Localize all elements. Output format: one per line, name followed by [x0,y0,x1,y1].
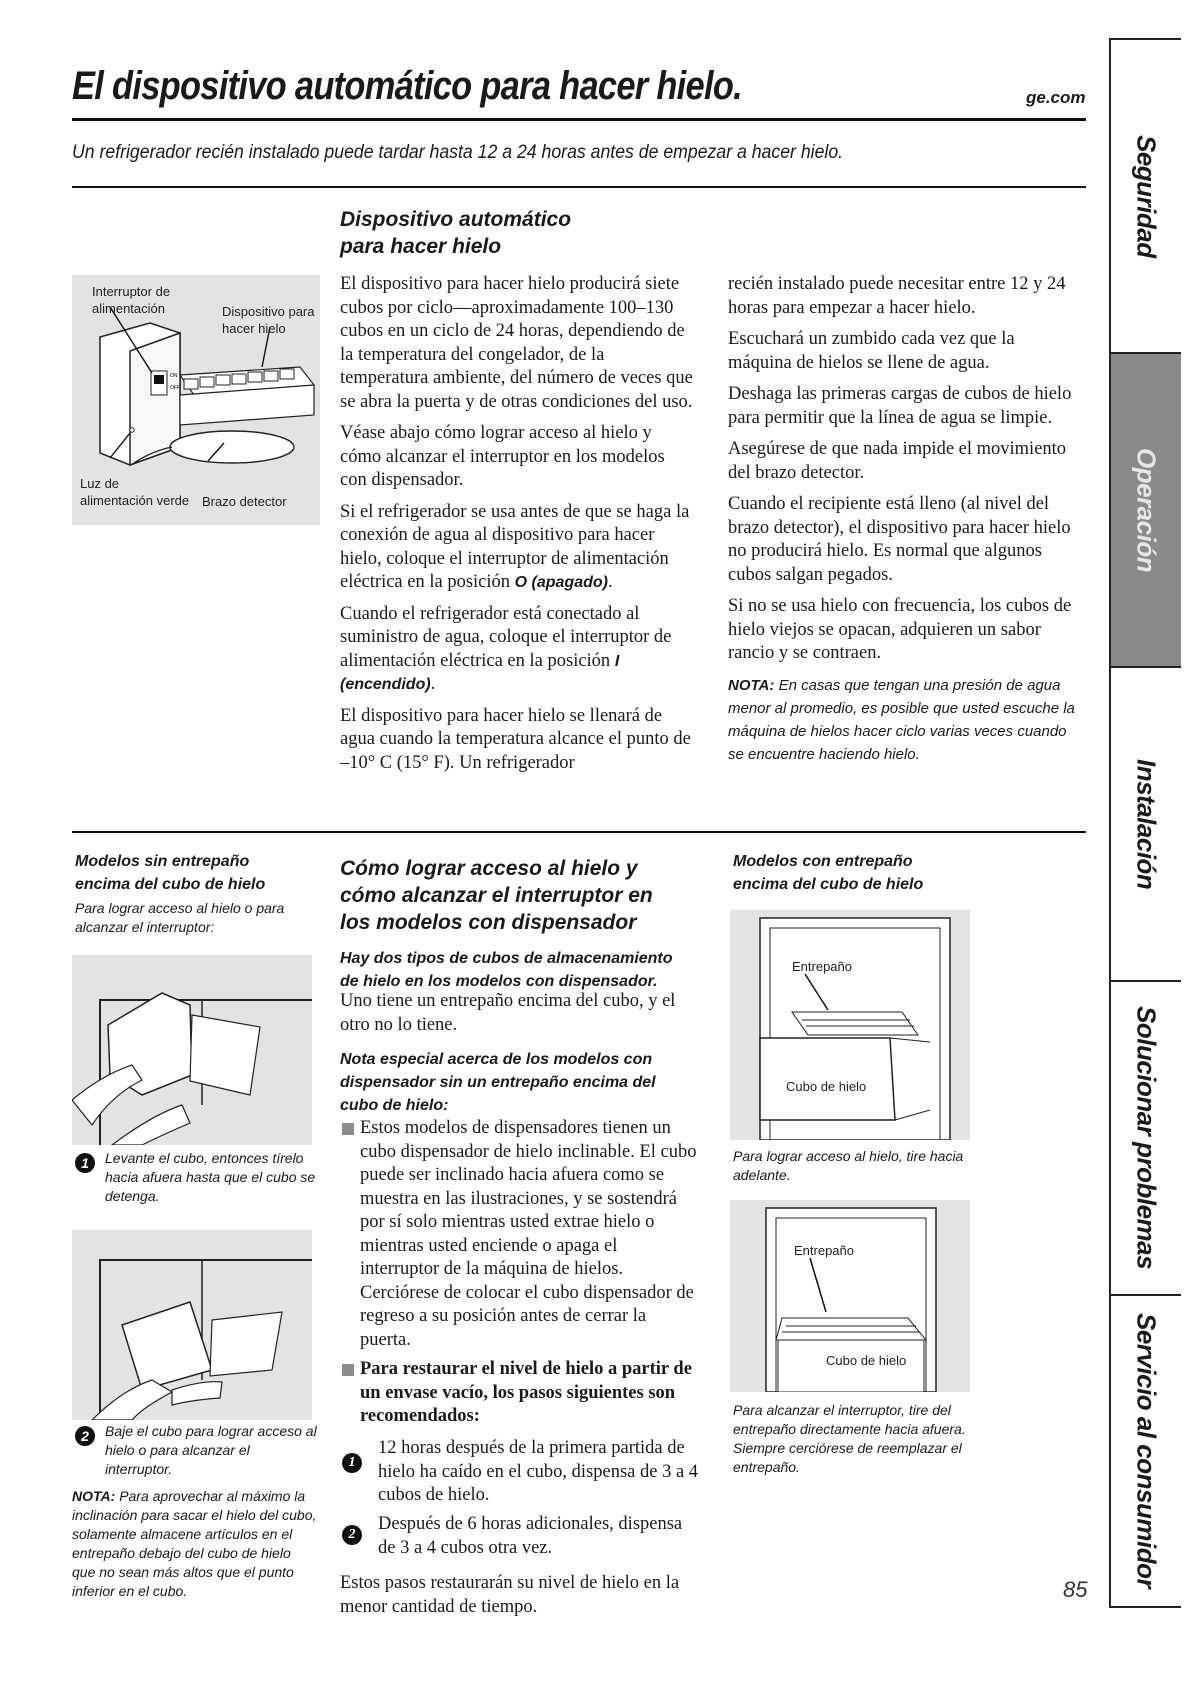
paragraph-bin-types: Uno tiene un entrepaño encima del cubo, y el otro no lo tiene. [340,991,676,1035]
tab-operacion[interactable]: Operación [1111,354,1181,668]
bullet-square [342,1123,354,1135]
bin-lift-figure [72,955,312,1145]
heading-models-with-shelf: Modelos con entrepaño encima del cubo de hielo [733,853,924,893]
label-shelf-1: Entrepaño [792,959,852,974]
side-tabs [1109,38,1181,1608]
page-subtitle: Un refrigerador recién instalado puede tardar hasta 12 a 24 horas antes de empezar a hacer hielo. [72,142,844,163]
left-step-1: 1 Levante el cubo, entonces tírelo hacia afuera hasta que el cubo se detenga. [75,1149,320,1206]
note: NOTA: En casas que tengan una presión de agua menor al promedio, es posible que usted escuche la máquina de hielos hacer ciclo varias veces cuando se encuentre haciendo hielo. [728,676,1075,763]
section-rule [72,831,1086,833]
step-number-2: 2 [342,1525,362,1545]
shelf-bin-figure-1 [730,910,970,1140]
bin-lift-illustration [72,955,312,1145]
title-rule [72,118,1086,121]
page-title: El dispositivo automático para hacer hielo. [72,64,743,108]
paragraph: Asegúrese de que nada impide el movimiento del brazo detector. [728,439,1067,483]
paragraph: Escuchará un zumbido cada vez que la máquina de hielos se llene de agua. [728,329,1015,373]
paragraph: El dispositivo para hacer hielo producirá siete cubos por ciclo—aproximadamente 100–130 cubos en un ciclo de 24 horas, dependiendo de la temperatura del congelador, de la temperatura ambiente, del número de veces que se abra la puerta y de otras condiciones del uso. [340,274,693,412]
subheading-special-note: Nota especial acerca de los modelos con dispensador sin un entrepaño encima del cubo de hielo: [340,1051,656,1114]
icemaker-col2 [728,273,1078,766]
paragraph: Si no se usa hielo con frecuencia, los cubos de hielo viejos se opacan, adquieren un sabor rancio y se contraen. [728,596,1072,663]
bullet-restore-level: Para restaurar el nivel de hielo a partir de un envase vacío, los pasos siguientes son recomendados: [340,1358,700,1429]
bin-tilt-figure [72,1230,312,1420]
tab-instalacion[interactable]: Instalación [1111,668,1181,982]
middle-step-1: 1 12 horas después de la primera partida de hielo ha caído en el cubo, dispensa de 3 a 4 cubos de hielo. [340,1437,700,1508]
label-power-switch: Interruptor de alimentación [92,284,171,316]
svg-text:OFF: OFF [170,385,180,391]
bin-tilt-illustration [72,1230,312,1420]
shelf-bin-illustration-1 [730,910,970,1140]
subheading-bin-types: Hay dos tipos de cubos de almacenamiento de hielo en los modelos con dispensador. [340,950,673,990]
heading-models-without-shelf: Modelos sin entrepaño encima del cubo de hielo [75,853,266,893]
svg-text:ON: ON [170,373,178,379]
label-icemaker-device: Dispositivo para hacer hielo [222,304,315,336]
page-number: 85 [1063,1577,1088,1602]
paragraph: El dispositivo para hacer hielo se llenará de agua cuando la temperatura alcance el punto de –10° C (15° F). Un refrigerador [340,705,691,773]
section-heading-icemaker: Dispositivo automático para hacer hielo [340,208,572,258]
label-bin-2: Cubo de hielo [826,1353,907,1368]
icemaker-figure [72,275,320,525]
paragraph: Cuando el recipiente está lleno (al nivel del brazo detector), el dispositivo para hacer hielo no producirá hielo. Es normal que algunos cubos salgan pegados. [728,494,1071,585]
step-number-2: 2 [75,1426,95,1446]
intro-text: Para lograr acceso al hielo o para alcanzar el interruptor: [75,900,285,935]
step-number-1: 1 [342,1453,362,1473]
heading-access-ice: Cómo lograr acceso al hielo y cómo alcanzar el interruptor en los modelos con dispensador [340,857,653,934]
subtitle-rule [72,186,1086,188]
paragraph: Véase abajo cómo lograr acceso al hielo y cómo alcanzar el interruptor en los modelos con dispensador. [340,423,665,490]
closing-paragraph: Estos pasos restaurarán su nivel de hielo en la menor cantidad de tiempo. [340,1573,680,1617]
label-bin-1: Cubo de hielo [786,1079,867,1094]
shelf-bin-figure-2 [730,1200,970,1392]
step-number-1: 1 [75,1153,95,1173]
label-green-light: Luz de alimentación verde [80,476,190,508]
middle-step-2: 2 Después de 6 horas adicionales, dispensa de 3 a 4 cubos otra vez. [340,1513,700,1560]
tab-seguridad[interactable]: Seguridad [1111,40,1181,354]
paragraph: Cuando el refrigerador está conectado al suministro de agua, coloque el interruptor de alimentación eléctrica en la posición I (encendido). [340,603,672,694]
caption-access-ice: Para lograr acceso al hielo, tire hacia adelante. [733,1148,964,1183]
tab-servicio-consumidor[interactable]: Servicio al consumidor [1131,1313,1162,1589]
caption-reach-switch: Para alcanzar el interruptor, tire del entrepaño directamente hacia afuera. Siempre cerciórese de reemplazar el entrepaño. [733,1402,966,1475]
paragraph: Si el refrigerador se usa antes de que se haga la conexión de agua al dispositivo para hacer hielo, coloque el interruptor de alimentación eléctrica en la posición O (apagado). [340,501,690,592]
icemaker-col1 [340,273,695,783]
site-url: ge.com [1026,88,1086,107]
paragraph: Deshaga las primeras cargas de cubos de hielo para permitir que la línea de agua se limpie. [728,384,1072,428]
paragraph: recién instalado puede necesitar entre 12 y 24 horas para empezar a hacer hielo. [728,274,1066,318]
bullet-square [342,1364,354,1376]
left-step-2: 2 Baje el cubo para lograr acceso al hielo o para alcanzar el interruptor. [75,1422,320,1479]
label-shelf-2: Entrepaño [794,1243,854,1258]
bullet-tilt-bin: Estos modelos de dispensadores tienen un cubo dispensador de hielo inclinable. El cubo puede ser inclinado hacia afuera como se muestra en las ilustraciones, y se sostendrá por sí solo mientras usted extrae hielo o mientras usted enciende o apaga el interruptor de la máquina de hielos. Cerciórese de colocar el cubo dispensador de regreso a su posición antes de cerrar la puerta. [340,1117,700,1352]
tab-solucionar-problemas[interactable]: Solucionar problemas [1111,982,1181,1296]
label-feeler-arm: Brazo detector [202,494,287,509]
left-note: NOTA: Para aprovechar al máximo la inclinación para sacar el hielo del cubo, solamente almacene artículos en el entrepaño debajo del cubo de hielo que no sean más altos que el punto inferior en el cubo. [72,1488,317,1599]
